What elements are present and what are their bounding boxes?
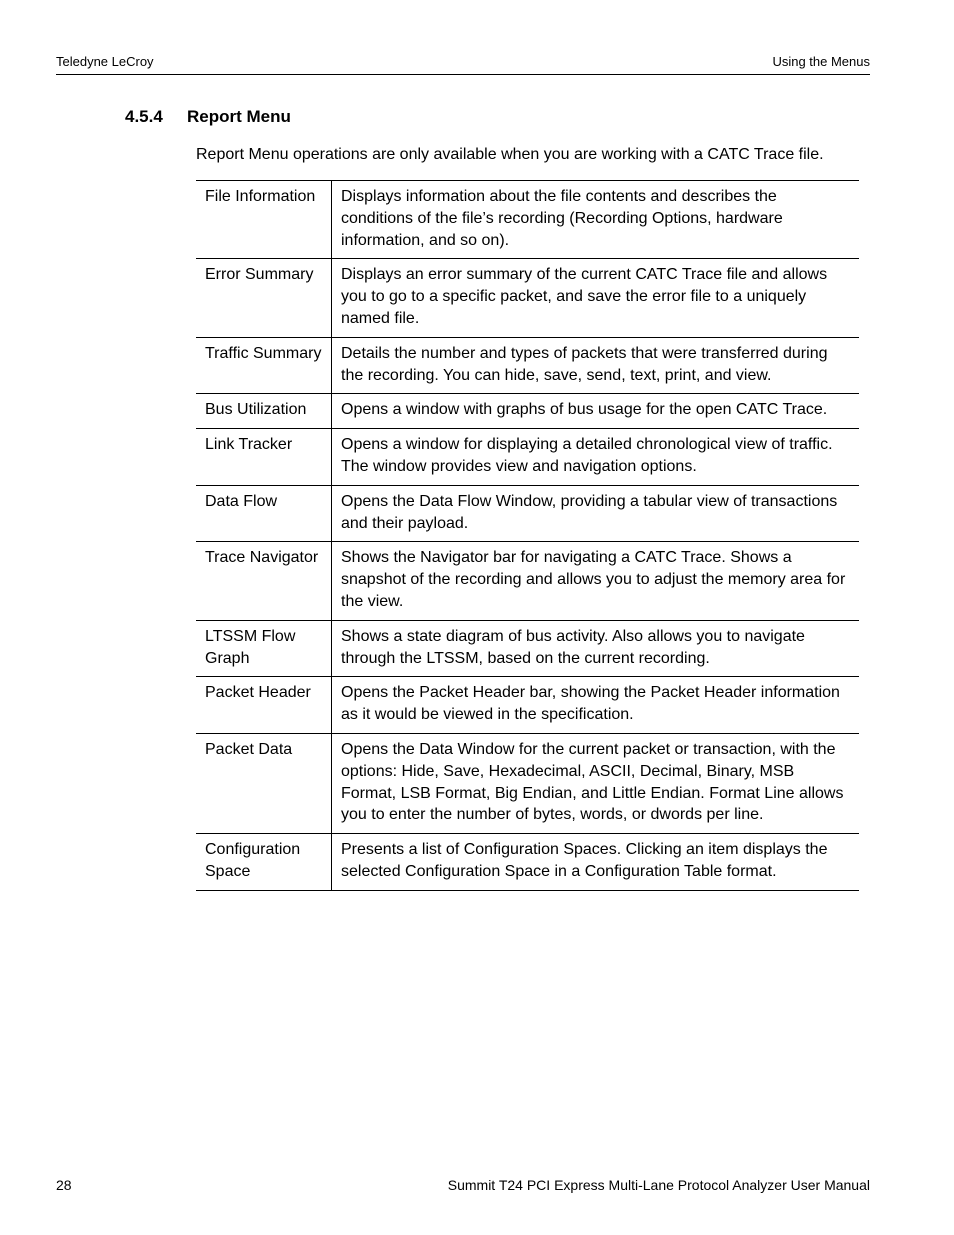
menu-item-term: Error Summary xyxy=(196,259,332,337)
page-header xyxy=(56,52,870,75)
table-row xyxy=(196,542,859,620)
table-row xyxy=(196,259,859,337)
section-heading xyxy=(125,107,291,127)
menu-item-term: Data Flow xyxy=(196,485,332,542)
menu-item-description: Shows a state diagram of bus activity. Also allows you to navigate through the LTSSM, based on the current recording. xyxy=(332,620,860,677)
section-number: 4.5.4 xyxy=(125,107,163,126)
menu-item-description: Opens the Data Window for the current packet or transaction, with the options: Hide, Save, Hexadecimal, ASCII, Decimal, Binary, MSB Format, LSB Format, Big Endian, and Little Endian. Format Line allows you to enter the number of bytes, words, or dwords per line. xyxy=(332,733,860,833)
menu-item-term: File Information xyxy=(196,181,332,259)
menu-item-description: Opens a window with graphs of bus usage for the open CATC Trace. xyxy=(332,394,860,429)
intro-paragraph: Report Menu operations are only available when you are working with a CATC Trace file. xyxy=(196,146,824,163)
menu-item-term: Packet Data xyxy=(196,733,332,833)
table-row xyxy=(196,620,859,677)
table-row xyxy=(196,181,859,259)
table-row xyxy=(196,485,859,542)
menu-item-term: Packet Header xyxy=(196,677,332,734)
menu-item-description: Displays an error summary of the current CATC Trace file and allows you to go to a specific packet, and save the error file to a uniquely named file. xyxy=(332,259,860,337)
menu-item-term: Bus Utilization xyxy=(196,394,332,429)
menu-item-description: Presents a list of Configuration Spaces. Clicking an item displays the selected Configuration Space in a Configuration Table format. xyxy=(332,834,860,891)
header-company: Teledyne LeCroy xyxy=(56,54,154,69)
section-title: Report Menu xyxy=(187,107,291,126)
table-row xyxy=(196,394,859,429)
menu-item-term: Trace Navigator xyxy=(196,542,332,620)
table-row xyxy=(196,733,859,833)
menu-item-term: Traffic Summary xyxy=(196,337,332,394)
table-row xyxy=(196,337,859,394)
menu-item-description: Displays information about the file contents and describes the conditions of the file’s recording (Recording Options, hardware information, and so on). xyxy=(332,181,860,259)
menu-item-term: Link Tracker xyxy=(196,429,332,486)
menu-item-description: Opens the Packet Header bar, showing the Packet Header information as it would be viewed in the specification. xyxy=(332,677,860,734)
table-row xyxy=(196,429,859,486)
manual-title: Summit T24 PCI Express Multi-Lane Protocol Analyzer User Manual xyxy=(447,1177,870,1193)
page-number: 28 xyxy=(56,1177,72,1193)
menu-item-term: Configuration Space xyxy=(196,834,332,891)
menu-item-description: Shows the Navigator bar for navigating a CATC Trace. Shows a snapshot of the recording and allows you to adjust the memory area for the view. xyxy=(332,542,860,620)
table-row xyxy=(196,834,859,891)
menu-item-description: Opens the Data Flow Window, providing a tabular view of transactions and their payload. xyxy=(332,485,860,542)
header-chapter: Using the Menus xyxy=(772,54,870,69)
menu-item-description: Opens a window for displaying a detailed chronological view of traffic. The window provides view and navigation options. xyxy=(332,429,860,486)
menu-item-description: Details the number and types of packets that were transferred during the recording. You can hide, save, send, text, print, and view. xyxy=(332,337,860,394)
report-menu-table xyxy=(196,180,859,891)
menu-item-term: LTSSM Flow Graph xyxy=(196,620,332,677)
table-row xyxy=(196,677,859,734)
